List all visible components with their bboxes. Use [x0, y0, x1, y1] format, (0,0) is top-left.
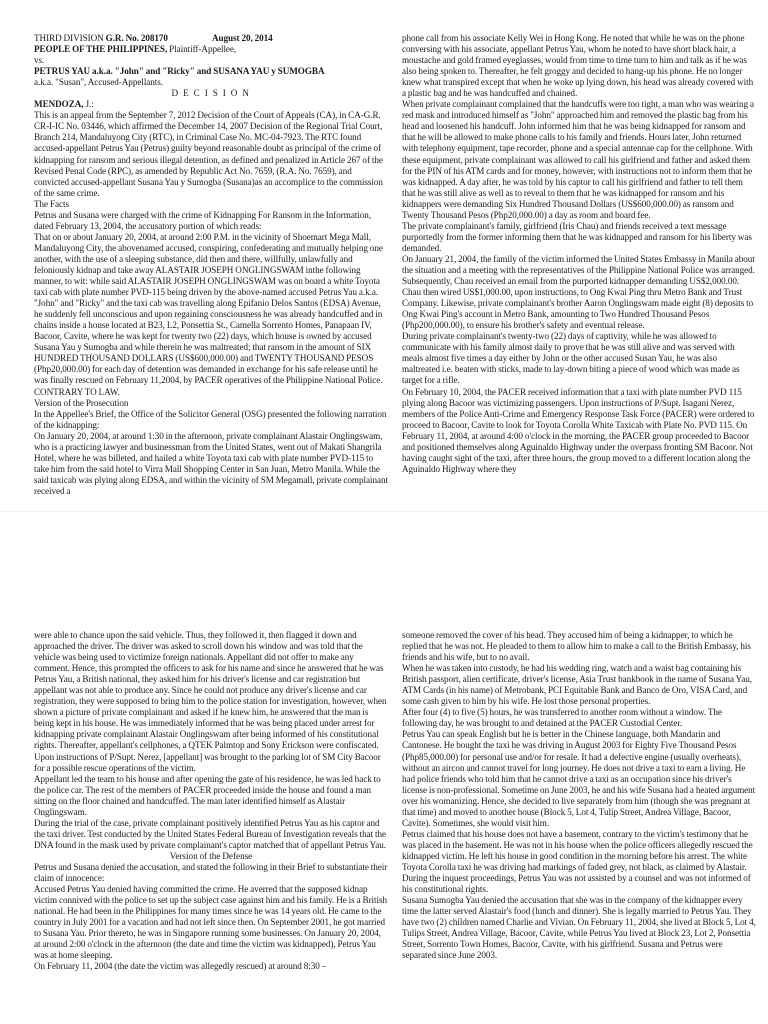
paragraph: Petrus and Susana were charged with the crime of Kidnapping For Ransom in the Information, dated February 13, 2004, the accusatory portion of which reads:: [34, 209, 372, 231]
paragraph: Petrus and Susana denied the accusation, and stated the following in their Brief to substantiate their claim of innocence:: [34, 861, 388, 884]
plaintiff-line: [34, 44, 388, 55]
ponente-suffix: J.:: [83, 99, 94, 110]
gr-number: G.R. No. 208170: [105, 33, 168, 43]
paragraph: On January 20, 2004, at around 1:30 in the afternoon, private complainant Alastair Onglingswam, who is a practicing lawyer and businessman from the United States, went out of Makati Shangrila Hotel, where he was billeted, and hailed a white Toyota taxi cab with plate number PVD-115 to take him from the said hotel to Virra Mall Shopping Center in San Juan, Metro Manila. While the said taxicab was plying along EDSA, and within the vicinity of SM Megamall, private complainant received a: [34, 430, 388, 496]
paragraph: Appellant led the team to his house and after opening the gate of his residence, he was led back to the police car. The rest of the members of PACER proceeded inside the house and found a man sitting on the floor chained and handcuffed. The man later identified himself as Alastair Onglingswam.: [34, 773, 381, 817]
paragraph: After four (4) to five (5) hours, he was transferred to another room without a window. The following day, he was brought to and detained at the PACER Custodial Center.: [402, 707, 722, 729]
decision-page-2: [0, 512, 768, 1024]
paragraph: During the trial of the case, private complainant positively identified Petrus Yau as his captor and the taxi driver. Test conducted by the United States Federal Bureau of Investigation reveals that the DNA found in the mask used by private complainant's captor matched that of appellant Petrus Yau.: [34, 817, 387, 850]
paragraph: When he was taken into custody, he had his wedding ring, watch and a waist bag containing his British passport, alien certificate, driver's license, Asia Trust bankbook in the name of Susana Yau, ATM Cards (in his name) of Metrobank, PCI Equitable Bank and Banco de Oro, VISA Card, and some cash given to him by his wife. He lost those personal properties.: [402, 663, 752, 707]
ponente-name: MENDOZA,: [34, 99, 84, 110]
case-header-line: [34, 33, 388, 44]
paragraph: That on or about January 20, 2004, at around 2:00 P.M. in the vicinity of Shoemart Mega Mall, Mandaluyong City, the abovenamed accused, conspiring, confederating and mutually helping one another, with the use of a sleeping substance, did then and there, willfully, unlawfully and feloniously kidnap and take away ALASTAIR JOSEPH ONGLINGSWAM inthe following manner, to wit: while said ALASTAIR JOSEPH ONGLINGSWAM was on board a white Toyota taxi cab with plate number PVD-115 being driven by the above-named accused Petrus Yau a.k.a. "John" and "Ricky" and the taxi cab was travelling along Epifanio Delos Santos (EDSA) Avenue, he suddenly fell unconscious and upon regaining consciousness he was already handcuffed and in chains inside a house located at B23, L2, Ponsettia St., Camella Sorrento Homes, Panapaan IV, Bacoor, Cavite, where he was kept for twenty two (22) days, which house is owned by accused Susana Yau y Sumogba and while therein he was maltreated; that ransom in the amount of SIX HUNDRED THOUSAND DOLLARS (US$600,000.00) and TWENTY THOUSAND PESOS (Php20,000.00) for each day of detention was demanded in exchange for his safe release until he was finally rescued on February 11,2004, by PACER operatives of the Philippine National Police.: [34, 231, 383, 386]
plaintiff-role: Plaintiff-Appellee,: [167, 44, 237, 55]
paragraph: The private complainant's family, girlfriend (Iris Chau) and friends received a text message purportedly from the former informing them that he was kidnapped and ransom for his liberty was demanded.: [402, 220, 752, 253]
paragraph: During the inquest proceedings, Petrus Yau was not assisted by a counsel and was not informed of his constitutional rights.: [402, 873, 751, 895]
paragraph: On February 11, 2004 (the date the victim was allegedly rescued) at around 8:30 –: [34, 961, 327, 972]
paragraph: When private complainant complained that the handcuffs were too tight, a man who was wearing a red mask and introduced himself as "John" approached him and removed the plastic bag from his head and loosened his handcuff. John informed him that he was being kidnapped for ransom and that he will be allowed to make phone calls to his family and friends. Hours later, John returned with telephony equipment, tape recorder, phone and a special antennae cap for the cellphone. With these equipment, private complainant was allowed to call his girlfriend and father and asked them for the PIN of his ATM cards and for money, however, with instructions not to inform them that he was kidnapped. A day after, he was told by his captor to call his girlfriend and father to tell them that he was still alive as well as to reveal to them that he was kidnapped for ransom and his kidnappers were demanding Six Hundred Thousand Dollars (US$600,000.00) as ransom and Twenty Thousand Pesos (Php20,000.00) a day as room and board fee.: [402, 99, 754, 220]
paragraph: were able to chance upon the said vehicle. Thus, they followed it, then flagged it down and approached the driver. The driver was asked to scroll down his window and was told that the vehicle was being used to victimize foreign nationals. Appellant did not offer to make any comment. Hence, this prompted the officers to ask for his name and since he answered that he was Petrus Yau, a British national, they asked him for his driver's license and car registration but appellant was not able to produce any. Since he could not produce any driver's license and car registration, they were supposed to bring him to the police station for investigation, however, when shown a picture of private complainant and asked if he knew him, he answered that the man is being kept in his house. He was immediately informed that he was being placed under arrest for kidnapping private complainant Alastair Onglingswam after being informed of his constitutional rights. Thereafter, appellant's cellphones, a QTEK Palmtop and Sony Erickson were confiscated. Upon instructions of P/Supt. Nerez, [appellant] was brought to the parking lot of SM City Bacoor for a possible rescue operations of the victim.: [34, 630, 387, 773]
page-1-right-column: [402, 33, 756, 475]
page-2-right-column: [402, 630, 756, 961]
paragraph: someone removed the cover of his head. They accused him of being a kidnapper, to which he replied that he was not. He pleaded to them to allow him to make a call to the British Embassy, his friends and his wife, but to no avail.: [402, 630, 751, 663]
paragraph: During private complainant's twenty-two (22) days of captivity, while he was allowed to communicate with his family almost daily to prove that he was still alive and was served with meals almost five times a day either by John or the other accused Susan Yau, he was also maltreated i.e. beaten with sticks, made to lay-down biting a piece of wood which was made as target for a rifle.: [402, 331, 740, 386]
section-heading: Version of the Prosecution: [34, 397, 129, 408]
paragraph: Petrus claimed that his house does not have a basement, contrary to the victim's testimony that he was placed in the basement. He was not in his house when the police officers allegedly rescued the kidnapped victim. He left his house in good condition in the morning before his arrest. The white Toyota Corolla taxi he was driving had markings of faded grey, not black, as claimed by Alastair.: [402, 828, 753, 872]
page-1-left-column: [34, 33, 388, 497]
page-2-left-column: [34, 630, 388, 972]
paragraph: This is an appeal from the September 7, 2012 Decision of the Court of Appeals (CA), in CA-G.R. CR-I-IC No. 03446, which affirmed the December 14, 2007 Decision of the Regional Trial Court, Branch 214, Mandaluyong City (RTC), in Criminal Case No. MC-04-7923. The RTC found accused-appellant Petrus Yau (Petrus) guilty beyond reasonable doubt as principal of the crime of kidnapping for ransom and serious illegal detention, as defined and penalized in Article 267 of the Revised Penal Code (RPC), as amended by Republic Act No. 7659, (R.A. No. 7659), and convicted accused-appellant Susana Yau y Sumogba (Susana)as an accomplice to the commission of the same crime.: [34, 110, 383, 198]
plaintiff-name: PEOPLE OF THE PHILIPPINES,: [34, 44, 168, 55]
paragraph: Accused Petrus Yau denied having committed the crime. He averred that the supposed kidnap victim connived with the police to set up the subject case against him and his family. He is a British national. He had been in the Philippines for many times since he was 14 years old. He came to the country in July 2001 for a vacation and had not left since then. On September 2001, he got married to Susana Yau. Prior thereto, he was in Singapore running some businesses. On January 20, 2004, at around 2:00 o'clock in the afternoon (the date and time the victim was kidnapped), Petrus Yau was at home sleeping.: [34, 884, 388, 961]
paragraph: Petrus Yau can speak English but he is better in the Chinese language, both Mandarin and Cantonese. He bought the taxi he was driving in August 2003 for Eighty Five Thousand Pesos (Php85,000.00) for personal use and/or for resale. It had a defective engine (usually overheats), without an aircon and cannot travel for long journey. He does not drive a taxi to earn a living. He had police friends who told him that he cannot drive a taxi as an occupation since his driver's license is non-professional. Sometime on June 2003, he and his wife Susana had a heated argument over his womanizing. Hence, she decided to live separately from him (though she was pregnant at that time) and moved to another house (Block 5, Lot 4, Tulip Street, Andrea Village, Bacoor, Cavite). Sometimes, she would visit him.: [402, 729, 756, 828]
decision-date: August 20, 2014: [211, 33, 273, 43]
versus-label: vs.: [34, 55, 45, 66]
paragraph: Susana Sumogba Yau denied the accusation that she was in the company of the kidnapper every time the latter served Alastair's food (lunch and dinner). She is legally married to Petrus Yau. They have two (2) children named Charlie and Vivian. On February 11, 2004, she lived at Block 5, Lot 4, Tulips Street, Andrea Village, Bacoor, Cavite, while Petrus Yau lived at Block 23, Lot 2, Ponsettia Street, Sorrento Town Homes, Bacoor, Cavite, with his girlfriend. Susana and Petrus were separated since June 2003.: [402, 895, 756, 961]
paragraph: CONTRARY TO LAW.: [34, 386, 120, 397]
section-heading: The Facts: [34, 198, 69, 209]
accused-aka: a.k.a. "Susan",: [34, 77, 87, 88]
paragraph: On February 10, 2004, the PACER received information that a taxi with plate number PVD 115 plying along Bacoor was victimizing passengers. Upon instructions of P/Supt. Isagani Nerez, members of the Police Anti-Crime and Emergency Response Task Force (PACER) were ordered to proceed to Bacoor, Cavite to look for Toyota Corolla White Taxicab with Plate No. PVD 115. On February 11, 2004, at around 4:00 o'clock in the morning, the PACER group proceeded to Bacoor and positioned themselves along Aguinaldo Highway under the overpass fronting SM Bacoor. Not having caught sight of the taxi, after three hours, the group moved to a different location along the Aguinaldo Highway where they: [402, 386, 755, 474]
paragraph: In the Appellee's Brief, the Office of the Solicitor General (OSG) presented the following narration of the kidnapping:: [34, 408, 387, 430]
paragraph: phone call from his associate Kelly Wei in Hong Kong. He noted that while he was on the phone conversing with his associate, appellant Petrus Yau, whom he noted to have short black hair, a moustache and gold framed eyeglasses, would from time to time turn to him and talk as if he was also being spoken to. Thereafter, he felt groggy and decided to hang-up his phone. He no longer knew what transpired except that when he woke up lying down, his head was already covered with a plastic bag and he was handcuffed and chained.: [402, 33, 754, 99]
decision-heading: D E C I S I O N: [171, 88, 251, 99]
ponente-line: [34, 99, 388, 110]
accused-names: PETRUS YAU a.k.a. "John" and "Ricky" and SUSANA YAU y SUMOGBA: [34, 66, 325, 77]
paragraph: On January 21, 2004, the family of the victim informed the United States Embassy in Manila about the situation and a meeting with the representatives of the Philippine National Police was arranged.: [402, 253, 755, 275]
section-heading: Version of the Defense: [169, 850, 253, 861]
accused-aka-line: [34, 77, 388, 88]
division-label: THIRD DIVISION: [34, 33, 104, 43]
accused-role: Accused-Appellants.: [86, 77, 164, 88]
paragraph: Subsequently, Chau received an email from the purported kidnapper demanding US$2,000.00. Chau then wired US$1,000.00, upon instructions, to Ong Kwai Ping thru Metro Bank and Trust Company. Likewise, private complainant's brother Aaron Onglingswam made eight (8) deposits to Ong Kwai Ping's account in Metro Bank, amounting to Two Hundred Thousand Pesos (Php200,000.00), to ensure his brother's safety and eventual release.: [402, 276, 754, 331]
